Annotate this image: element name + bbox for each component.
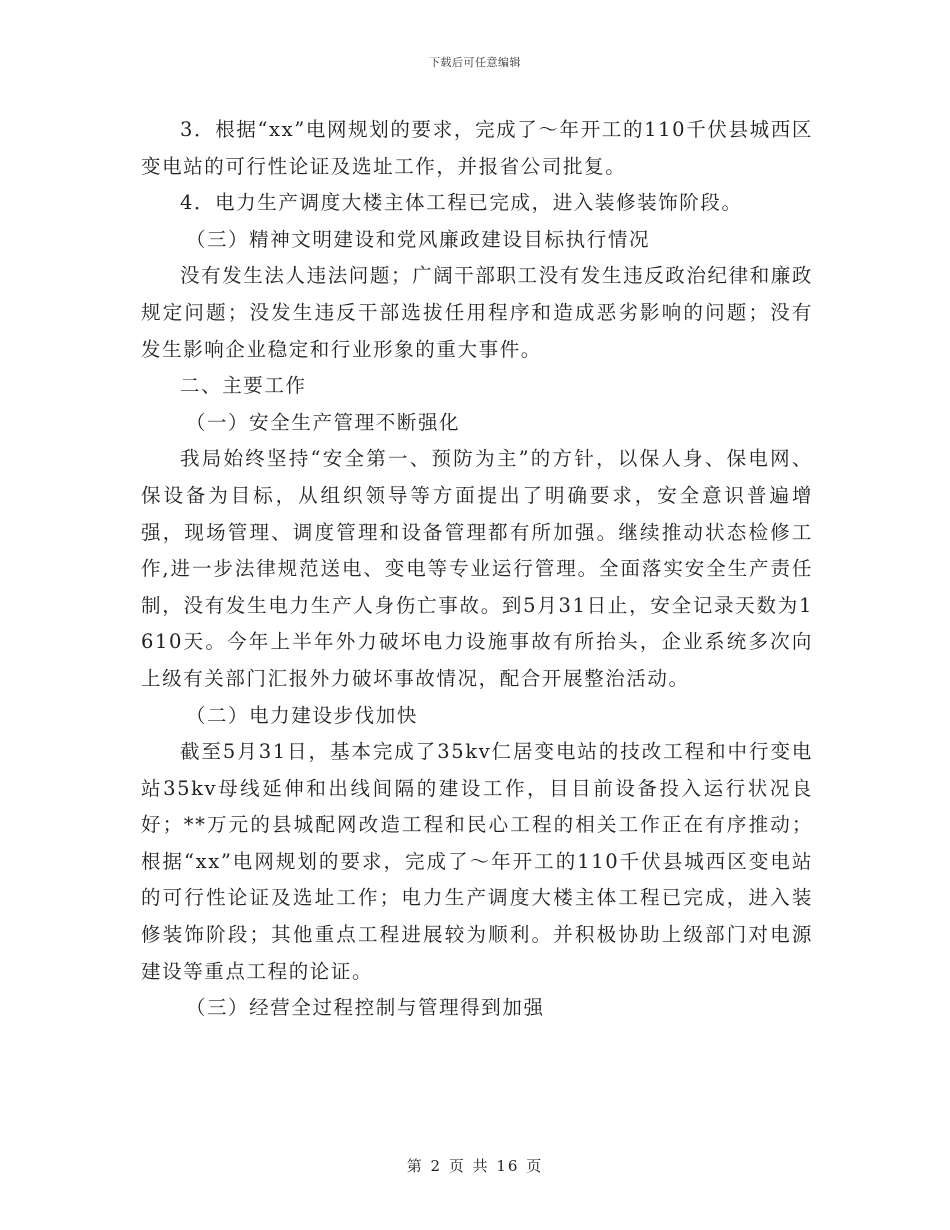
paragraph-item-3: 3．根据“xx”电网规划的要求，完成了～年开工的110千伏县城西区变电站的可行性论证及选址工作，并报省公司批复。 [141, 118, 813, 178]
page-footer: 第 2 页 共 16 页 [406, 1157, 544, 1175]
document-body [141, 112, 813, 1027]
page-header: 下载后可任意编辑 [429, 56, 521, 69]
section-heading-civilization: （三）精神文明建设和党风廉政建设目标执行情况 [185, 227, 651, 251]
chapter-heading-main-work: 二、主要工作 [180, 374, 307, 398]
section-heading-construction: （二）电力建设步伐加快 [185, 703, 418, 727]
section-heading-operations: （三）经营全过程控制与管理得到加强 [185, 996, 545, 1020]
paragraph-construction: 截至5月31日，基本完成了35kv仁居变电站的技改工程和中行变电站35kv母线延伸和出线间隔的建设工作，目目前设备投入运行状况良好；**万元的县城配网改造工程和民心工程的相关工作正在有序推动；根据“xx”电网规划的要求，完成了～年开工的110千伏县城西区变电站的可行性论证及选址工作；电力生产调度大楼主体工程已完成，进入装修装饰阶段；其他重点工程进展较为顺利。并积极协助上级部门对电源建设等重点工程的论证。 [141, 740, 813, 983]
section-heading-safety: （一）安全生产管理不断强化 [185, 410, 461, 434]
paragraph-item-4: 4．电力生产调度大楼主体工程已完成，进入装修装饰阶段。 [180, 191, 743, 215]
paragraph-safety: 我局始终坚持“安全第一、预防为主”的方针，以保人身、保电网、保设备为目标，从组织领导等方面提出了明确要求，安全意识普遍增强，现场管理、调度管理和设备管理都有所加强。继续推动状态检修工作,进一步法律规范送电、变电等专业运行管理。全面落实安全生产责任制，没有发生电力生产人身伤亡事故。到5月31日止，安全记录天数为1610天。今年上半年外力破坏电力设施事故有所抬头，企业系统多次向上级有关部门汇报外力破坏事故情况，配合开展整治活动。 [141, 447, 813, 690]
paragraph-civilization: 没有发生法人违法问题；广阔干部职工没有发生违反政治纪律和廉政规定问题；没发生违反干部选拔任用程序和造成恶劣影响的问题；没有发生影响企业稳定和行业形象的重大事件。 [141, 264, 814, 361]
